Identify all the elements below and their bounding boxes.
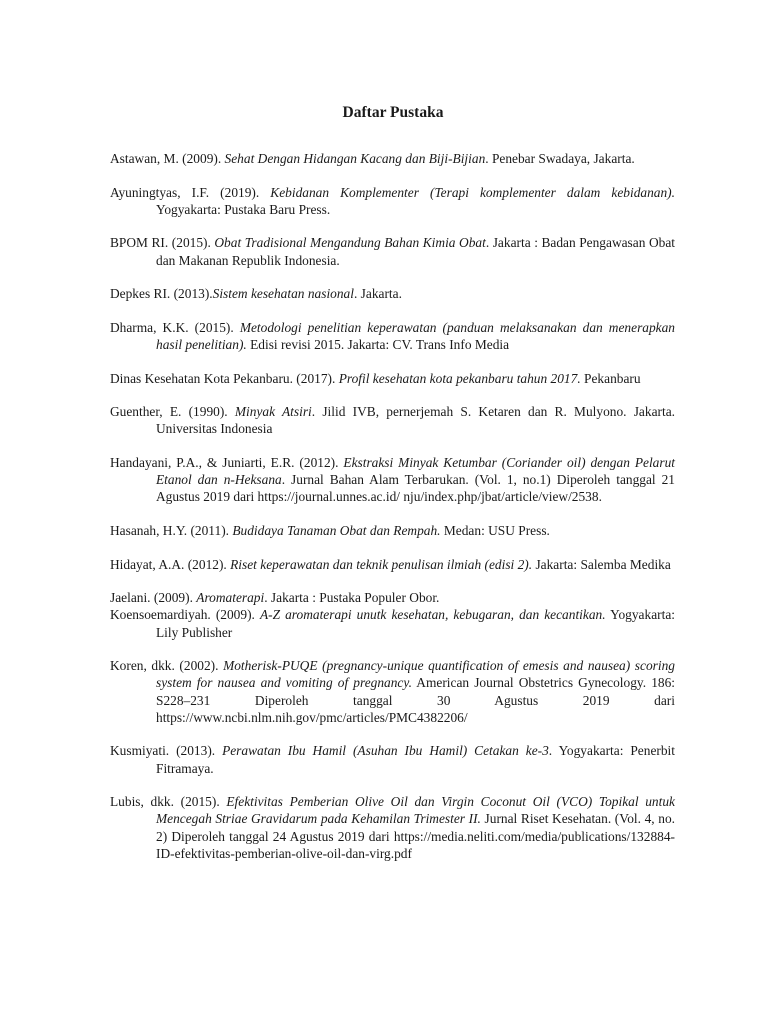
reference-item (110, 234, 675, 268)
reference-item (110, 319, 675, 353)
reference-title: Aromaterapi (196, 590, 265, 606)
reference-item (110, 285, 675, 302)
reference-publication: Medan: USU Press. (440, 522, 550, 538)
reference-title: Budidaya Tanaman Obat dan Rempah. (232, 522, 441, 538)
reference-list (110, 150, 675, 878)
reference-title: Sistem kesehatan nasional (212, 286, 354, 302)
reference-author-year: Hasanah, H.Y. (2011). (110, 522, 233, 538)
reference-author-year: Jaelani. (2009). (110, 590, 197, 606)
reference-item (110, 556, 675, 573)
reference-title: Ekstraksi Minyak Ketumbar (Coriander oil) dengan Pelarut Etanol dan n-Heksana (156, 454, 675, 488)
reference-author-year: Kusmiyati. (2013). (110, 743, 223, 759)
reference-publication: Edisi revisi 2015. Jakarta: CV. Trans Info Media (246, 336, 510, 352)
reference-title: Profil kesehatan kota pekanbaru tahun 2017. (338, 370, 581, 386)
reference-publication: . Jurnal Bahan Alam Terbarukan. (Vol. 1, no.1) Diperoleh tanggal 21 Agustus 2019 dari https://journal.unnes.ac.id/ nju/index.php/jbat/article/view/2538. (156, 472, 675, 505)
reference-item (110, 589, 675, 606)
reference-author-year: Lubis, dkk. (2015). (110, 794, 227, 810)
reference-item (110, 606, 675, 640)
reference-title: Motherisk-PUQE (pregnancy-unique quantification of emesis and nausea) scoring system for nausea and vomiting of pregnancy. (156, 658, 675, 691)
reference-title: Riset keperawatan dan teknik penulisan ilmiah (edisi 2). (230, 556, 533, 572)
reference-item (110, 150, 675, 167)
reference-publication: . Penebar Swadaya, Jakarta. (485, 151, 635, 166)
reference-title: Kebidanan Komplementer (Terapi komplementer dalam kebidanan). (270, 184, 675, 200)
reference-author-year: Depkes RI. (2013). (110, 286, 213, 302)
reference-publication: Yogyakarta: Lily Publisher (156, 607, 675, 640)
reference-author-year: Ayuningtyas, I.F. (2019). (110, 184, 271, 200)
reference-publication: Yogyakarta: Pustaka Baru Press. (156, 201, 331, 217)
reference-title: Minyak Atsiri (234, 404, 312, 420)
reference-item (110, 370, 675, 387)
reference-author-year: Koensoemardiyah. (2009). (110, 607, 260, 623)
reference-title: A-Z aromaterapi unutk kesehatan, kebugaran, dan kecantikan. (259, 607, 606, 623)
reference-author-year: Handayani, P.A., & Juniarti, E.R. (2012). (110, 454, 344, 470)
reference-item (110, 403, 675, 437)
reference-title: Perawatan Ibu Hamil (Asuhan Ibu Hamil) Cetakan ke-3 (222, 743, 549, 759)
reference-author-year: Dharma, K.K. (2015). (110, 319, 240, 335)
reference-item (110, 657, 675, 726)
reference-publication: . Yogyakarta: Penerbit Fitramaya. (156, 743, 675, 776)
page-title: Daftar Pustaka (342, 104, 444, 121)
reference-publication: . Jakarta. (353, 286, 402, 302)
reference-publication: . Jilid IVB, pernerjemah S. Ketaren dan R. Mulyono. Jakarta. Universitas Indonesia (156, 404, 675, 437)
reference-item (110, 522, 675, 539)
reference-item (110, 793, 675, 862)
reference-publication: . Jakarta : Badan Pengawasan Obat dan Makanan Republik Indonesia. (156, 235, 675, 268)
reference-publication: American Journal Obstetrics Gynecology. 186: S228–231 Diperoleh tanggal 30 Agustus 2019 dari https://www.ncbi.nlm.nih.gov/pmc/articles/PMC4382206/ (156, 675, 675, 725)
reference-item (110, 454, 675, 506)
reference-author-year: Dinas Kesehatan Kota Pekanbaru. (2017). (110, 370, 339, 386)
reference-title: Sehat Dengan Hidangan Kacang dan Biji-Bijian (224, 151, 486, 166)
reference-title: Metodologi penelitian keperawatan (panduan melaksanakan dan menerapkan hasil penelitian). (156, 319, 676, 352)
reference-publication: Jakarta: Salemba Medika (532, 556, 671, 572)
reference-author-year: Hidayat, A.A. (2012). (110, 556, 231, 572)
reference-title: Obat Tradisional Mengandung Bahan Kimia Obat (214, 235, 486, 251)
reference-item (110, 742, 675, 776)
reference-publication: Pekanbaru (580, 370, 641, 386)
reference-author-year: BPOM RI. (2015). (110, 235, 215, 251)
reference-item (110, 184, 675, 218)
reference-publication: Jurnal Riset Kesehatan. (Vol. 4, no. 2) Diperoleh tanggal 24 Agustus 2019 dari https://media.neliti.com/media/publications/132884-ID-efektivitas-pemberian-olive-oil-dan-virg.pdf (156, 811, 675, 861)
reference-publication: . Jakarta : Pustaka Populer Obor. (264, 590, 440, 606)
reference-author-year: Koren, dkk. (2002). (110, 658, 224, 674)
reference-author-year: Astawan, M. (2009). (110, 151, 225, 166)
reference-title: Efektivitas Pemberian Olive Oil dan Virgin Coconut Oil (VCO) Topikal untuk Mencegah Striae Gravidarum pada Kehamilan Trimester II. (156, 794, 675, 827)
reference-author-year: Guenther, E. (1990). (110, 404, 235, 420)
